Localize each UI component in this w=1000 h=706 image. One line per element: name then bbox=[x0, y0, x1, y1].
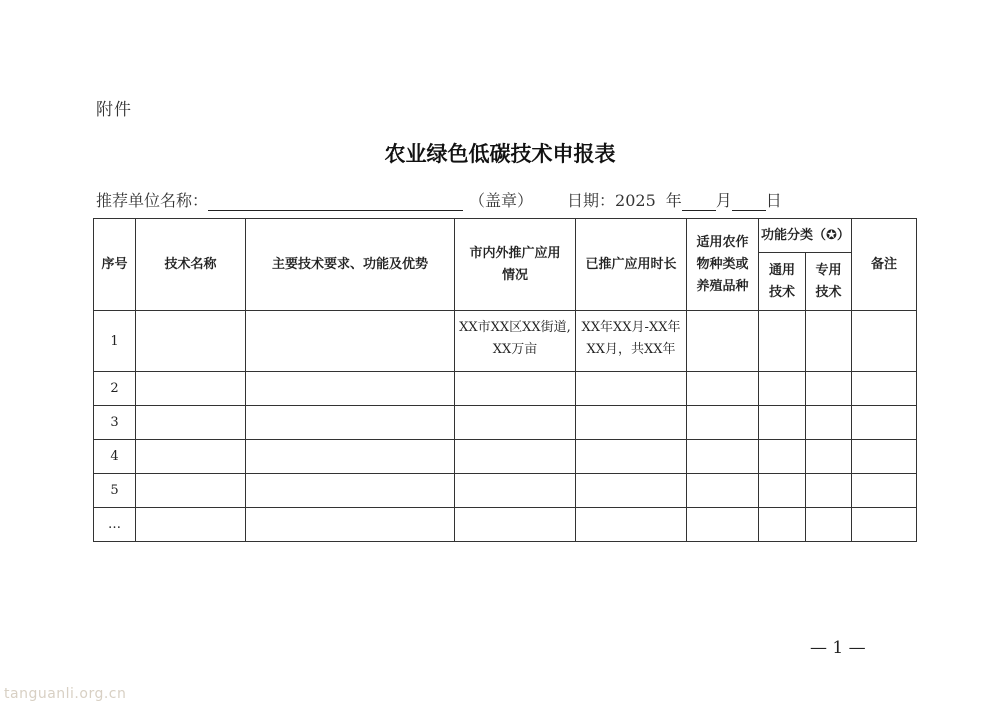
cell-suitable[interactable] bbox=[687, 508, 759, 542]
header-special-line2: 技术 bbox=[815, 284, 842, 300]
cell-promotion[interactable] bbox=[455, 474, 576, 508]
application-table bbox=[93, 218, 917, 542]
cell-duration[interactable] bbox=[576, 406, 687, 440]
cell-requirements[interactable] bbox=[246, 474, 455, 508]
date-label: 日期：2025 bbox=[567, 191, 656, 210]
cell-duration[interactable] bbox=[576, 311, 687, 372]
header-requirements: 主要技术要求、功能及优势 bbox=[246, 219, 455, 311]
cell-duration[interactable] bbox=[576, 474, 687, 508]
cell-remark[interactable] bbox=[852, 311, 917, 372]
cell-suitable[interactable] bbox=[687, 372, 759, 406]
cell-requirements[interactable] bbox=[246, 440, 455, 474]
cell-promotion-line2: XX万亩 bbox=[492, 342, 538, 357]
cell-duration[interactable] bbox=[576, 372, 687, 406]
row-seq: 3 bbox=[94, 406, 136, 440]
cell-duration-line2: XX月，共XX年 bbox=[586, 342, 676, 357]
header-promotion-line2: 情况 bbox=[501, 267, 528, 283]
header-promotion-line1: 市内外推广应用 bbox=[469, 245, 561, 261]
cell-remark[interactable] bbox=[852, 440, 917, 474]
header-function-class: 功能分类（✪） bbox=[759, 219, 852, 253]
row-seq: 1 bbox=[94, 311, 136, 372]
cell-general[interactable] bbox=[759, 508, 806, 542]
cell-general[interactable] bbox=[759, 440, 806, 474]
header-suitable-line3: 养殖品种 bbox=[696, 278, 749, 294]
header-general-line2: 技术 bbox=[768, 284, 795, 300]
cell-requirements[interactable] bbox=[246, 311, 455, 372]
cell-suitable[interactable] bbox=[687, 311, 759, 372]
cell-requirements[interactable] bbox=[246, 508, 455, 542]
seal-label: （盖章） bbox=[469, 191, 534, 210]
row-seq: … bbox=[94, 508, 136, 542]
header-suitable bbox=[687, 219, 759, 311]
cell-promotion[interactable] bbox=[455, 508, 576, 542]
cell-promotion[interactable] bbox=[455, 372, 576, 406]
header-suitable-line1: 适用农作 bbox=[696, 234, 749, 250]
cell-promotion[interactable] bbox=[455, 311, 576, 372]
table-row bbox=[94, 372, 917, 406]
day-field[interactable] bbox=[732, 193, 766, 211]
header-duration: 已推广应用时长 bbox=[576, 219, 687, 311]
cell-promotion-line1: XX市XX区XX街道, bbox=[459, 320, 571, 335]
header-promotion bbox=[455, 219, 576, 311]
cell-tech-name[interactable] bbox=[136, 508, 246, 542]
cell-tech-name[interactable] bbox=[136, 372, 246, 406]
header-special-line1: 专用 bbox=[815, 262, 842, 278]
header-special-tech bbox=[806, 253, 852, 311]
cell-requirements[interactable] bbox=[246, 372, 455, 406]
table-row bbox=[94, 406, 917, 440]
cell-suitable[interactable] bbox=[687, 406, 759, 440]
form-meta-line bbox=[96, 188, 916, 211]
cell-promotion[interactable] bbox=[455, 440, 576, 474]
row-seq: 4 bbox=[94, 440, 136, 474]
month-label: 月 bbox=[715, 191, 732, 210]
cell-duration-line1: XX年XX月-XX年 bbox=[581, 320, 681, 335]
day-label: 日 bbox=[765, 191, 782, 210]
cell-special[interactable] bbox=[806, 440, 852, 474]
cell-general[interactable] bbox=[759, 372, 806, 406]
cell-remark[interactable] bbox=[852, 474, 917, 508]
cell-general[interactable] bbox=[759, 311, 806, 372]
table-row bbox=[94, 440, 917, 474]
watermark: tanguanli.org.cn bbox=[4, 686, 127, 702]
header-seq: 序号 bbox=[94, 219, 136, 311]
table-row bbox=[94, 311, 917, 372]
cell-special[interactable] bbox=[806, 311, 852, 372]
cell-tech-name[interactable] bbox=[136, 311, 246, 372]
row-seq: 5 bbox=[94, 474, 136, 508]
header-general-tech bbox=[759, 253, 806, 311]
cell-general[interactable] bbox=[759, 406, 806, 440]
cell-suitable[interactable] bbox=[687, 440, 759, 474]
cell-tech-name[interactable] bbox=[136, 440, 246, 474]
month-field[interactable] bbox=[682, 193, 716, 211]
cell-suitable[interactable] bbox=[687, 474, 759, 508]
cell-tech-name[interactable] bbox=[136, 474, 246, 508]
cell-remark[interactable] bbox=[852, 508, 917, 542]
row-seq: 2 bbox=[94, 372, 136, 406]
page-number: — 1 — bbox=[810, 638, 866, 658]
header-tech-name: 技术名称 bbox=[136, 219, 246, 311]
header-remark: 备注 bbox=[852, 219, 917, 311]
cell-special[interactable] bbox=[806, 406, 852, 440]
cell-remark[interactable] bbox=[852, 406, 917, 440]
unit-label: 推荐单位名称： bbox=[96, 191, 209, 210]
header-general-line1: 通用 bbox=[768, 262, 795, 278]
year-label: 年 bbox=[665, 191, 682, 210]
cell-requirements[interactable] bbox=[246, 406, 455, 440]
cell-duration[interactable] bbox=[576, 440, 687, 474]
cell-promotion[interactable] bbox=[455, 406, 576, 440]
attachment-label: 附件 bbox=[96, 100, 132, 120]
cell-special[interactable] bbox=[806, 372, 852, 406]
table-row bbox=[94, 508, 917, 542]
cell-special[interactable] bbox=[806, 508, 852, 542]
cell-remark[interactable] bbox=[852, 372, 917, 406]
cell-tech-name[interactable] bbox=[136, 406, 246, 440]
cell-duration[interactable] bbox=[576, 508, 687, 542]
cell-special[interactable] bbox=[806, 474, 852, 508]
page-title: 农业绿色低碳技术申报表 bbox=[384, 142, 616, 166]
unit-name-field[interactable] bbox=[208, 193, 463, 211]
header-suitable-line2: 物种类或 bbox=[696, 256, 749, 272]
table-row bbox=[94, 474, 917, 508]
cell-general[interactable] bbox=[759, 474, 806, 508]
